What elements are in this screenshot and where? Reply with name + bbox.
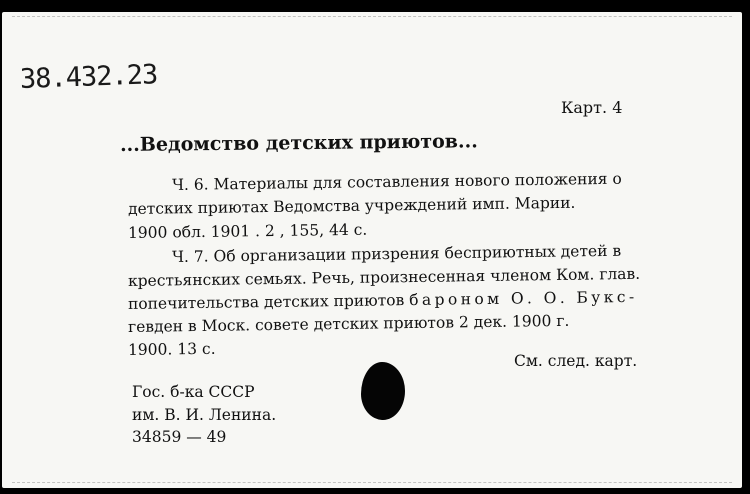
library-stamp-number: 34859 — 49 xyxy=(132,428,227,446)
entry-line: детских приютах Ведомства учреждений имп. Марии. xyxy=(127,193,576,218)
ink-blot xyxy=(361,362,405,420)
baron-name: бароном О. О. Букс- xyxy=(409,287,638,310)
entry-line: 1900. 13 с. xyxy=(127,339,216,359)
catalog-card xyxy=(2,12,742,488)
entry-text: попечительства детских приютов xyxy=(127,291,405,313)
card-edge-line xyxy=(12,482,732,483)
see-next-card-note: См. след. карт. xyxy=(514,352,638,370)
library-stamp-line: Гос. б-ка СССР xyxy=(132,383,255,401)
entry-line: крестьянских семьях. Речь, произнесенная членом Ком. глав. xyxy=(127,264,641,290)
call-number: 38.432.23 xyxy=(19,59,158,95)
card-edge-line xyxy=(12,16,732,17)
entry-line: гевден в Моск. совете детских приютов 2 дек. 1900 г. xyxy=(127,311,570,336)
entry-line: Ч. 7. Об организации призрения бесприютных детей в xyxy=(171,241,622,266)
library-stamp-line: им. В. И. Ленина. xyxy=(132,406,277,424)
card-label: Карт. 4 xyxy=(561,98,623,117)
card-heading: ...Ведомство детских приютов... xyxy=(119,130,478,156)
entry-line xyxy=(128,288,638,313)
entry-line: 1900 обл. 1901 . 2 , 155, 44 с. xyxy=(127,220,368,242)
entry-line: Ч. 6. Материалы для составления нового положения о xyxy=(171,169,622,194)
